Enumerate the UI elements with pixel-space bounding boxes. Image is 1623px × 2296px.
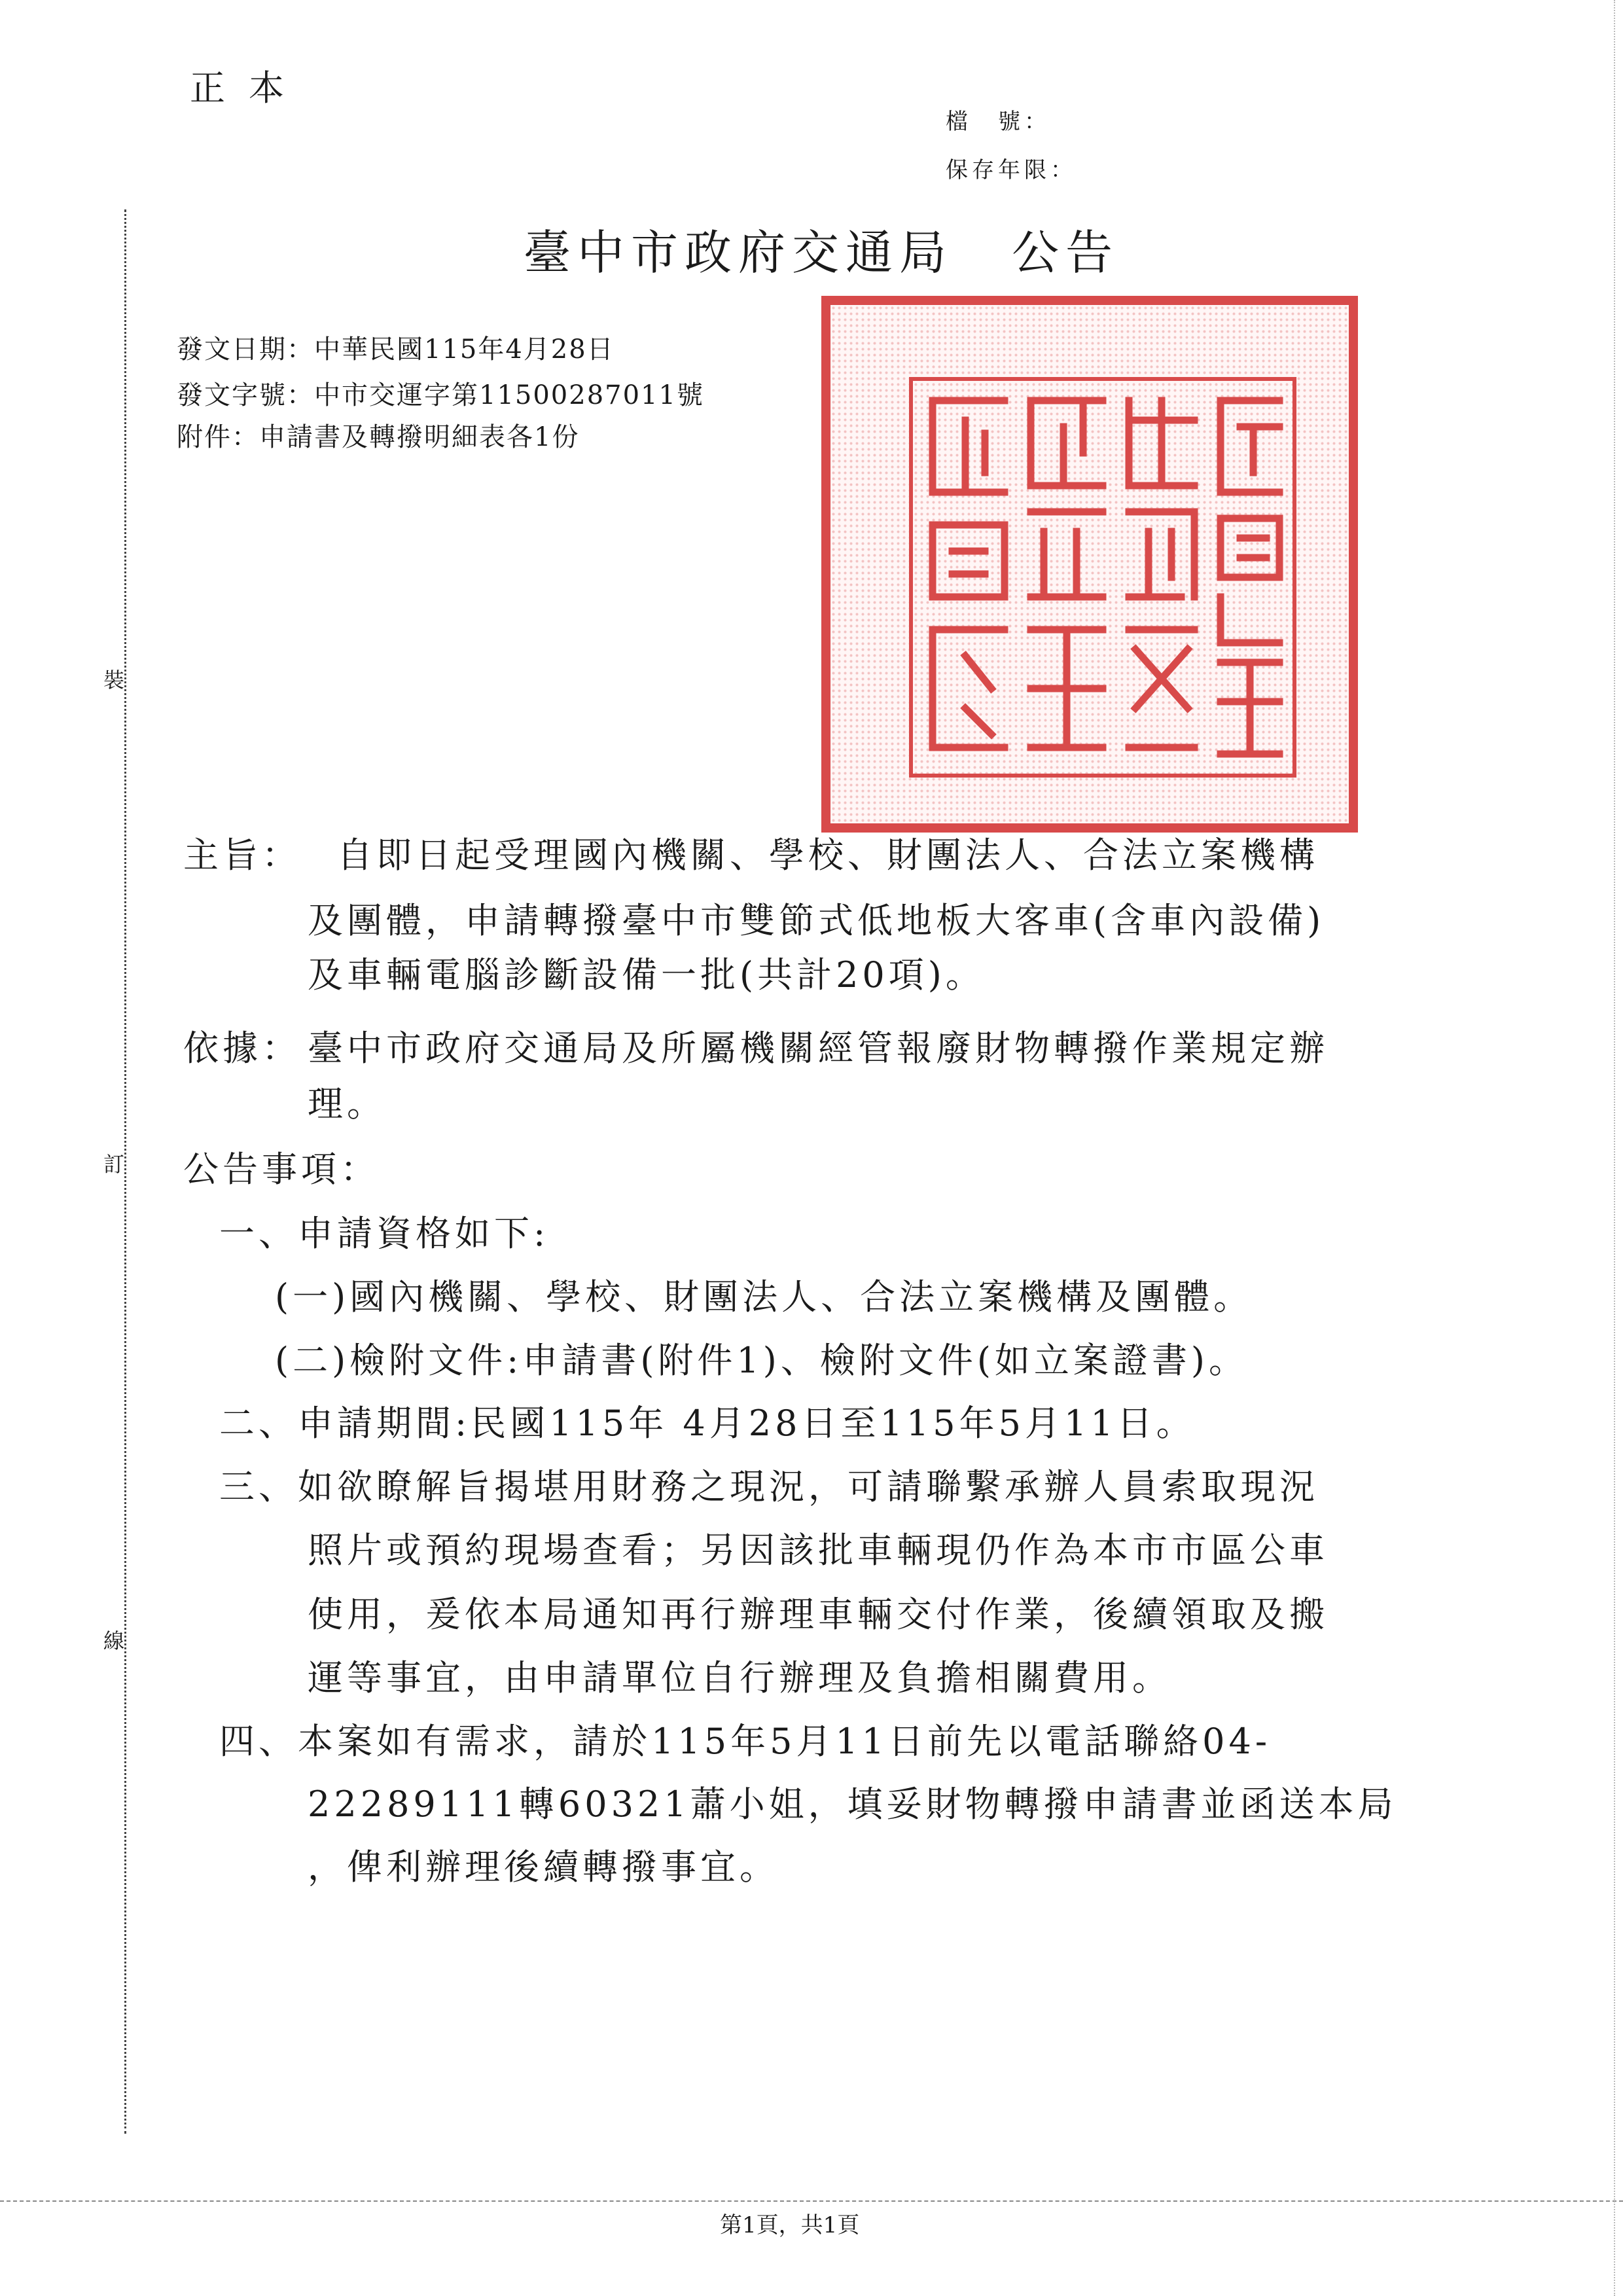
- file-number-label: 檔 號：: [946, 109, 1050, 135]
- item4-line-1: 四、本案如有需求，請於115年5月11日前先以電話聯絡04-: [219, 1721, 1272, 1762]
- subject-line-1: 自即日起受理國內機關、學校、財團法人、合法立案機構: [337, 834, 1319, 876]
- subject-line-2: 及團體，申請轉撥臺中市雙節式低地板大客車(含車內設備): [308, 900, 1325, 941]
- item3-line-1: 三、如欲瞭解旨揭堪用財務之現況，可請聯繫承辦人員索取現況: [219, 1466, 1319, 1507]
- issue-date-line: [177, 329, 615, 366]
- binding-char-top: 裝: [103, 660, 124, 698]
- binding-char-bottom: 線: [103, 1621, 124, 1659]
- item3-line-3: 使用，爰依本局通知再行辦理車輛交付作業，後續領取及搬: [308, 1594, 1329, 1635]
- item2: 二、申請期間:民國115年 4月28日至115年5月11日。: [219, 1403, 1196, 1444]
- item4-line-2: 22289111轉60321蕭小姐，填妥財物轉撥申請書並函送本局: [308, 1784, 1397, 1825]
- issue-number-line: [177, 374, 704, 412]
- page-number: 第1頁，共1頁: [720, 2212, 860, 2238]
- item3-line-2: 照片或預約現場查看；另因該批車輛現仍作為本市市區公車: [308, 1530, 1329, 1571]
- item1-heading: 一、申請資格如下:: [219, 1213, 550, 1254]
- retention-label: 保存年限：: [946, 157, 1077, 183]
- subject-label: 主旨：: [183, 834, 301, 876]
- file-number-line: [946, 103, 1077, 135]
- issue-date-value: 中華民國115年4月28日: [314, 334, 615, 365]
- attachment-value: 申請書及轉撥明細表各1份: [259, 422, 580, 452]
- retention-line: [946, 152, 1103, 184]
- attachment-line: [177, 416, 579, 454]
- item4-line-3: ，俾利辦理後續轉撥事宜。: [308, 1846, 779, 1888]
- binding-line: [124, 209, 126, 2134]
- seal-script-graphic: [909, 377, 1296, 778]
- issue-number-label: 發文字號：: [177, 380, 314, 410]
- agency-name: 臺中市政府交通局: [524, 225, 954, 280]
- footer-rule: [0, 2200, 1623, 2202]
- binding-char-middle: 訂: [103, 1144, 124, 1182]
- item1-sub1: (一)國內機關、學校、財團法人、合法立案機構及團體。: [275, 1276, 1253, 1318]
- scan-edge: [1614, 0, 1615, 2296]
- doc-type: 公告: [1012, 225, 1120, 280]
- original-copy-label: 正本: [190, 67, 308, 109]
- official-seal: [821, 296, 1358, 833]
- attachment-label: 附件：: [177, 422, 259, 452]
- item3-line-4: 運等事宜，由申請單位自行辦理及負擔相關費用。: [308, 1657, 1171, 1698]
- basis-label: 依據：: [183, 1028, 301, 1069]
- document-title: [524, 215, 1119, 283]
- item1-sub2: (二)檢附文件:申請書(附件1)、檢附文件(如立案證書)。: [275, 1340, 1248, 1381]
- subject-line-3: 及車輛電腦診斷設備一批(共計20項)。: [308, 954, 985, 996]
- issue-number-value: 中市交運字第11500287011號: [314, 380, 704, 410]
- basis-line-2: 理。: [308, 1083, 386, 1124]
- basis-line-1: 臺中市政府交通局及所屬機關經管報廢財物轉撥作業規定辦: [308, 1028, 1329, 1069]
- notice-label: 公告事項：: [183, 1149, 380, 1190]
- issue-date-label: 發文日期：: [177, 334, 314, 365]
